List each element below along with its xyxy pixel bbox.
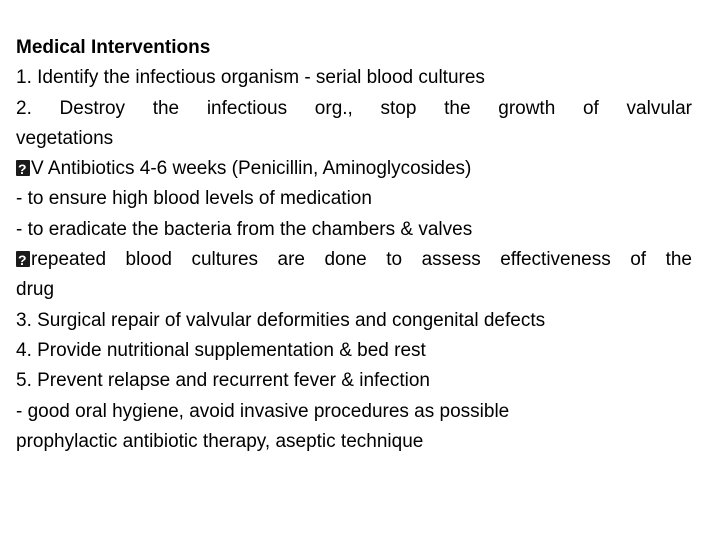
sub-item-antibiotics-text: V Antibiotics 4-6 weeks (Penicillin, Aminoglycosides) [31, 158, 472, 180]
replacement-character-icon [16, 160, 30, 176]
item-4: 4. Provide nutritional supplementation & bed rest [16, 339, 426, 361]
slide-title: Medical Interventions [16, 37, 211, 58]
sub-item-eradicate: - to eradicate the bacteria from the chambers & valves [16, 218, 473, 240]
sub-item-blood-levels: - to ensure high blood levels of medication [16, 188, 372, 210]
item-3: 3. Surgical repair of valvular deformities and congenital defects [16, 309, 546, 331]
sub-item-hygiene: - good oral hygiene, avoid invasive procedures as possible [16, 400, 510, 422]
item-1: 1. Identify the infectious organism - serial blood cultures [16, 67, 485, 89]
replacement-character-icon [16, 251, 30, 267]
content-text [16, 33, 692, 457]
item-2-cont: vegetations [16, 127, 114, 149]
item-5: 5. Prevent relapse and recurrent fever & infection [16, 370, 431, 392]
sub-item-repeated-cultures-text: repeated blood cultures are done to assess effectiveness of the [31, 249, 692, 271]
sub-item-repeated-cultures [16, 245, 692, 275]
sub-item-repeated-cultures-cont: drug [16, 279, 55, 301]
sub-item-antibiotics [16, 154, 692, 184]
sub-item-hygiene-cont: prophylactic antibiotic therapy, aseptic technique [16, 430, 424, 452]
item-2: 2. Destroy the infectious org., stop the growth of valvular [16, 97, 692, 119]
